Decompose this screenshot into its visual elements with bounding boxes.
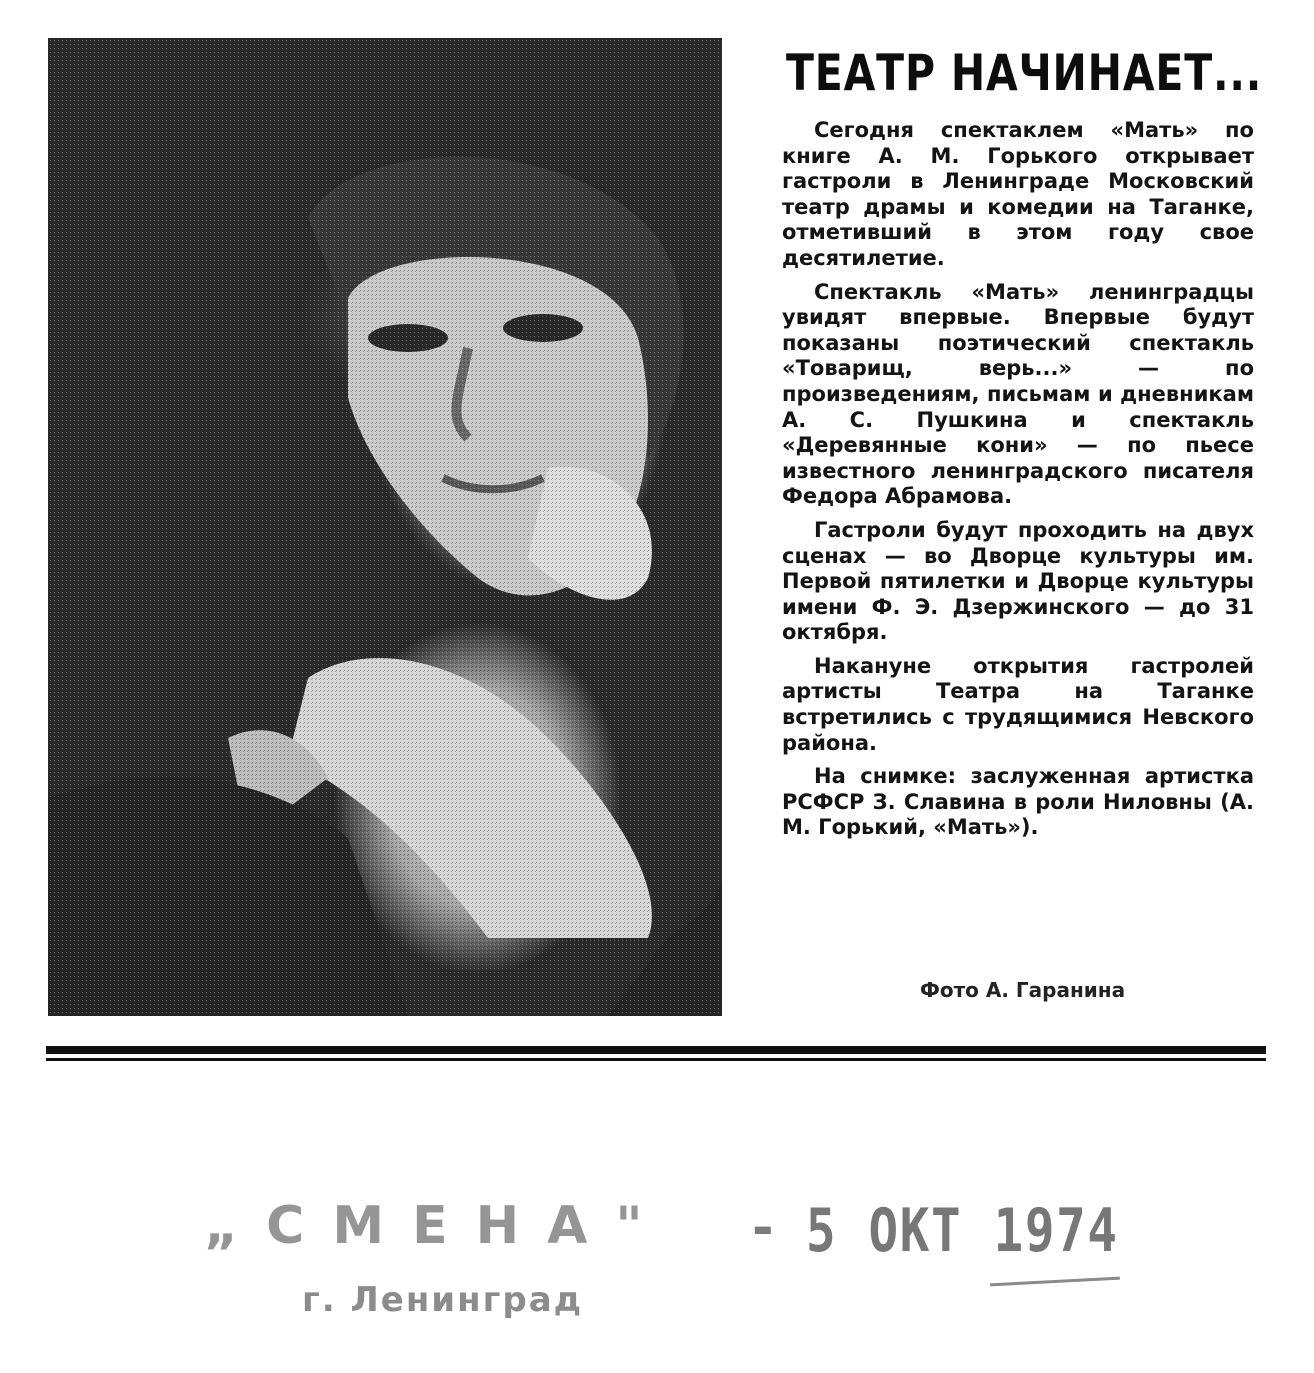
photo-credit: Фото А. Гаранина [920, 978, 1126, 1002]
stamp-underline [990, 1277, 1120, 1287]
stamp-dash: - [752, 1198, 774, 1258]
article-paragraph: Накануне открытия гастролей артисты Театра на Таганке встретились с трудящимися Невского района. [782, 653, 1254, 755]
article-paragraph: Сегодня спектаклем «Мать» по книге А. М. Горького открывает гастроли в Ленинграде Московский театр драмы и комедии на Таганке, отметивший в этом году свое десятилетие. [782, 118, 1254, 270]
article-paragraph: Гастроли будут проходить на двух сценах — во Дворце культуры им. Первой пятилетки и Дворце культуры имени Ф. Э. Дзержинского — до 31 октября. [782, 517, 1254, 645]
stamp-city: г. Ленинград [302, 1280, 584, 1320]
stamp-newspaper-name: „СМЕНА" [204, 1196, 671, 1256]
divider-rule-thin [46, 1058, 1266, 1061]
article-paragraph: Спектакль «Мать» ленинградцы увидят впервые. Впервые будут показаны поэтический спектакль «Товарищ, верь...» — по произведениям, письмам и дневникам А. С. Пушкина и спектакль «Деревянные кони» — по пьесе известного ленинградского писателя Федора Абрамова. [782, 279, 1254, 509]
photo-caption: На снимке: заслуженная артистка РСФСР З. Славина в роли Ниловны (А. М. Горький, «Мать»). [782, 764, 1254, 840]
article-headline: ТЕАТР НАЧИНАЕТ... [786, 44, 1263, 102]
stamp-date: 5 ОКТ 1974 [806, 1196, 1119, 1266]
actress-photo [48, 38, 722, 1016]
photo-illustration [48, 38, 722, 1016]
divider-rule [46, 1046, 1266, 1054]
article-body [782, 118, 1254, 849]
